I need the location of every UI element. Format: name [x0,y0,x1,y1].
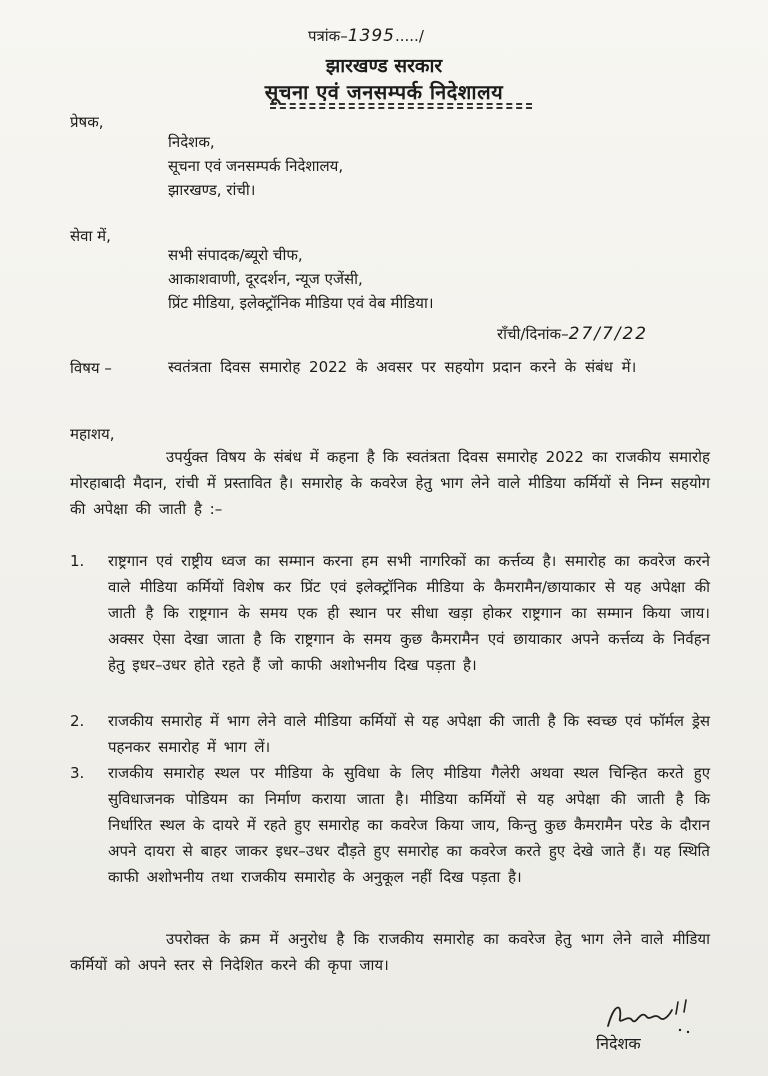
list-item-text: राजकीय समारोह में भाग लेने वाले मीडिया कर्मियों से यह अपेक्षा की जाती है कि स्वच्छ एवं फॉर्मल ड्रेस पहनकर समारोह में भाग लें। [108,712,710,756]
recipient-line: सभी संपादक/ब्यूरो चीफ, [168,246,303,264]
header-divider-2 [270,107,532,109]
list-item-number: 3. [70,764,85,782]
sender-line: झारखण्ड, रांची। [168,181,256,199]
department-name: सूचना एवं जनसम्पर्क निदेशालय [264,80,504,104]
recipient-line: आकाशवाणी, दूरदर्शन, न्यूज एजेंसी, [168,270,363,288]
sender-label: प्रेषक, [70,113,104,131]
closing-paragraph: उपरोक्त के क्रम में अनुरोध है कि राजकीय समारोह का कवरेज हेतु भाग लेने वाले मीडिया कर्मियों को अपने स्तर से निदेशित करने की कृपा जाय। [70,930,710,974]
recipient-line: प्रिंट मीडिया, इलेक्ट्रॉनिक मीडिया एवं वेब मीडिया। [168,294,434,312]
header-divider [270,103,532,105]
subject-text: स्वतंत्रता दिवस समारोह 2022 के अवसर पर सहयोग प्रदान करने के संबंध में। [168,358,637,376]
signatory-title: निदेशक [596,1034,641,1053]
subject-label: विषय – [70,359,112,377]
sender-address [168,130,343,202]
dateline-value: 27/7/22 [568,324,649,344]
government-name: झारखण्ड सरकार [325,55,443,77]
sender-line: सूचना एवं जनसम्पर्क निदेशालय, [168,157,344,175]
signature-scribble [600,996,710,1036]
dateline [497,324,648,344]
intro-paragraph: उपर्युक्त विषय के संबंध में कहना है कि स्वतंत्रता दिवस समारोह 2022 का राजकीय समारोह मोरहाबादी मैदान, रांची में प्रस्तावित है। समारोह के कवरेज हेतु भाग लेने वाले मीडिया कर्मियों से निम्न सहयोग की अपेक्षा की जाती है :– [70,448,710,518]
list-item-text: राजकीय समारोह स्थल पर मीडिया के सुविधा के लिए मीडिया गैलेरी अथवा स्थल चिन्हित करते हुए सुविधाजनक पोडियम का निर्माण कराया जाता है। मीडिया कर्मियों से यह अपेक्षा की जाती है कि निर्धारित स्थल के दायरे में रहते हुए समारोह का कवरेज किया जाय, किन्तु कुछ कैमरामैन परेड के दौरान अपने दायरा से बाहर जाकर इधर–उधर दौड़ते हुए समारोह का कवरेज करते हुए देखे जाते हैं। यह स्थिति काफी अशोभनीय तथा राजकीय समारोह के अनुकूल नहीं दिख पड़ता है। [108,764,710,886]
recipient-address [168,243,434,315]
salutation: महाशय, [70,425,115,443]
letter-number-suffix: ...../ [394,27,424,45]
list-item [70,708,710,760]
list-item [70,548,710,678]
letter-number-value: 1395 [347,26,395,46]
list-item-number: 1. [70,552,85,570]
letter-number [308,26,424,46]
list-item-text: राष्ट्रगान एवं राष्ट्रीय ध्वज का सम्मान करना हम सभी नागरिकों का कर्त्तव्य है। समारोह का कवरेज करने वाले मीडिया कर्मियों विशेष कर प्रिंट एवं इलेक्ट्रॉनिक मीडिया के कैमरामैन/छायाकार से यह अपेक्षा की जाती है कि राष्ट्रगान के समय एक ही स्थान पर सीधा खड़ा होकर राष्ट्रगान का सम्मान किया जाय। अक्सर ऐसा देखा जाता है कि राष्ट्रगान के समय कुछ कैमरामैन एवं छायाकार अपने कर्त्तव्य के निर्वहन हेतु इधर–उधर होते रहते हैं जो काफी अशोभनीय दिख पड़ता है। [108,552,710,674]
list-item-number: 2. [70,712,85,730]
recipient-label: सेवा में, [70,227,111,245]
dateline-label: राँची/दिनांक– [497,325,569,343]
letter-number-label: पत्रांक– [308,27,348,45]
sender-line: निदेशक, [168,133,215,151]
list-item [70,760,710,890]
